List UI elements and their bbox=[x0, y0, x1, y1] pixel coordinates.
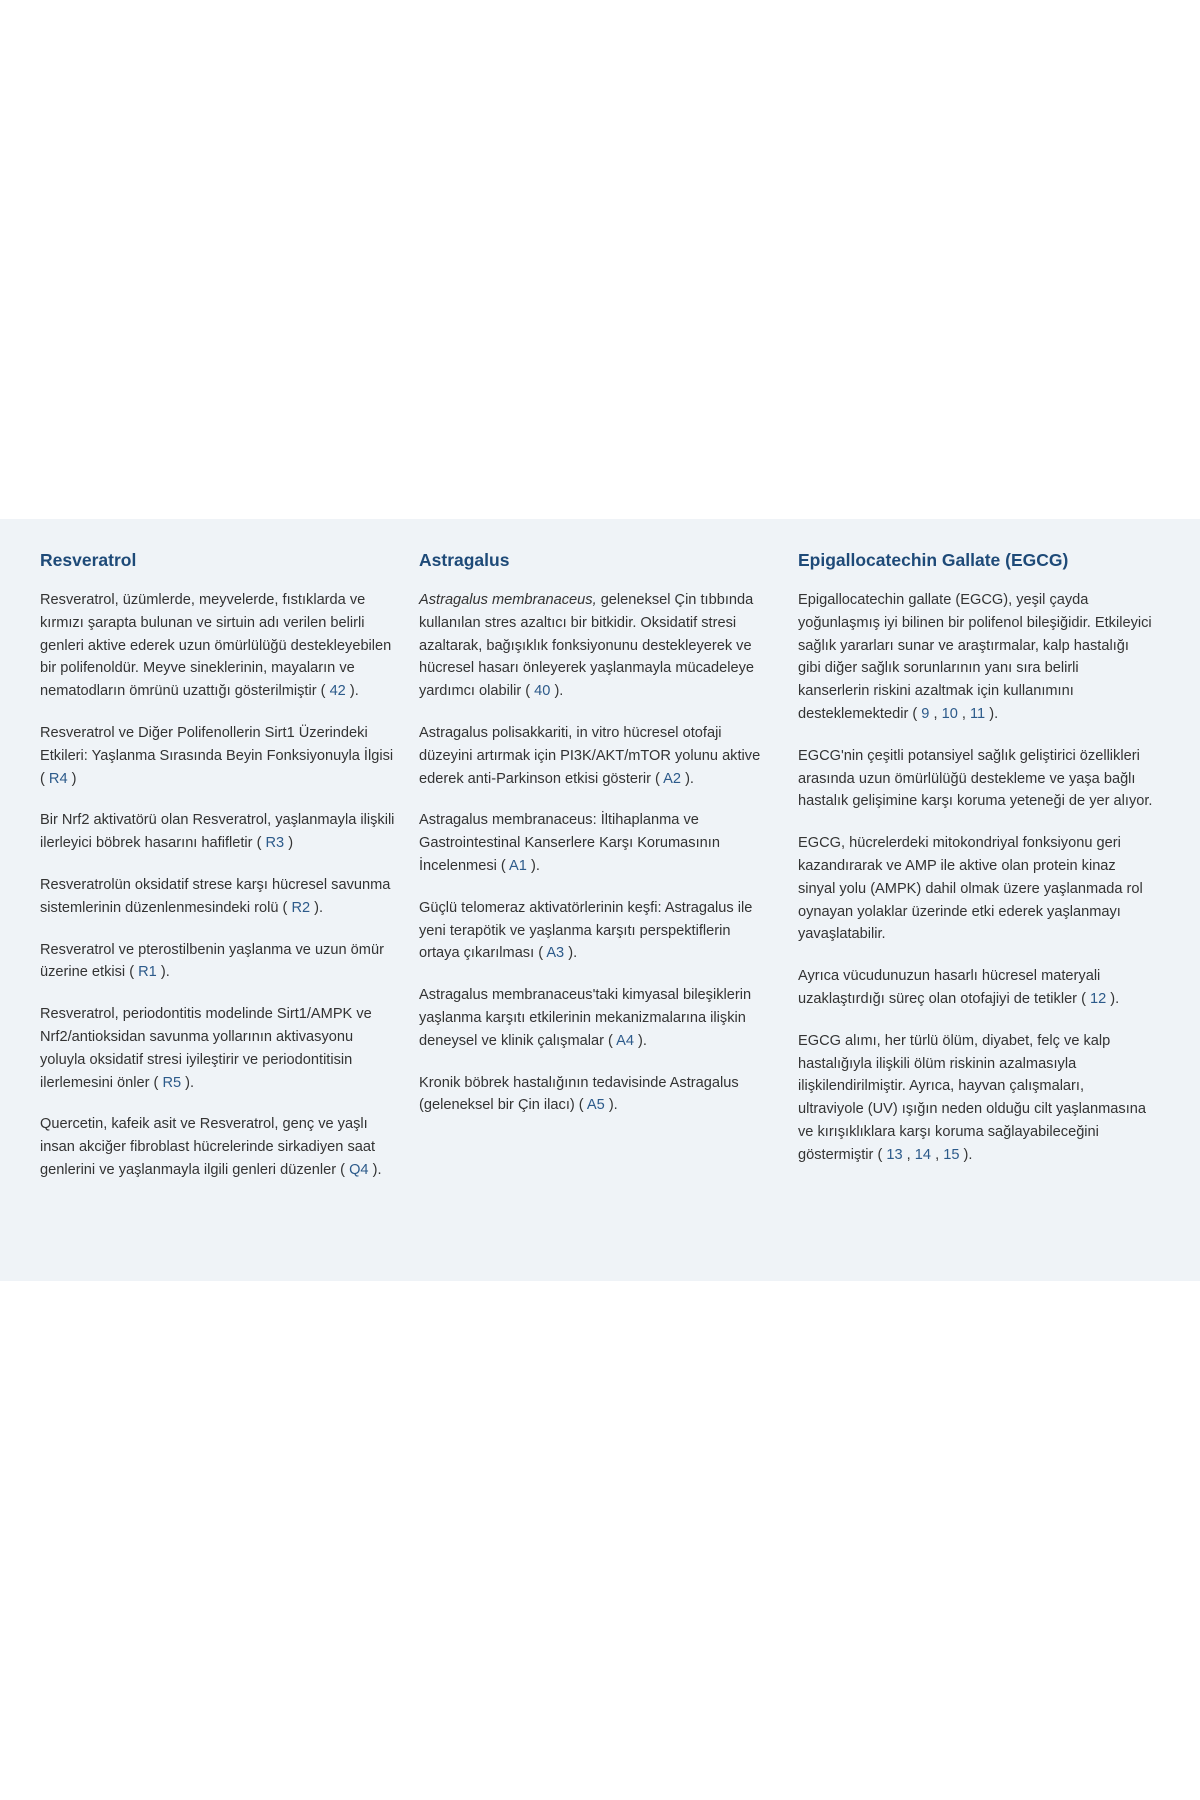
reference-link[interactable]: A1 bbox=[509, 857, 527, 874]
reference-link[interactable]: 9 bbox=[921, 705, 930, 722]
paragraph-text: ) bbox=[67, 770, 77, 787]
paragraph bbox=[40, 722, 395, 790]
column-title: Epigallocatechin Gallate (EGCG) bbox=[798, 550, 1069, 570]
reference-link[interactable]: 10 bbox=[941, 705, 958, 722]
paragraph-text: , bbox=[929, 705, 942, 722]
column-body bbox=[40, 589, 395, 1182]
column-astragalus bbox=[419, 519, 774, 1136]
reference-link[interactable]: 11 bbox=[970, 705, 986, 722]
reference-link[interactable]: A4 bbox=[616, 1032, 634, 1049]
paragraph-text: Ayrıca vücudunuzun hasarlı hücresel materyali uzaklaştırdığı süreç olan otofajiyi de tetikler ( bbox=[798, 968, 1101, 1007]
paragraph bbox=[40, 589, 395, 703]
paragraph bbox=[40, 809, 395, 855]
paragraph-text: geleneksel Çin tıbbında kullanılan stres azaltıcı bir bitkidir. Oksidatif stresi azaltarak, bağışıklık fonksiyonunu destekleyerek ve hücresel hasarı önleyerek yaşlanmayla mücadeleye yardımcı olabilir ( bbox=[419, 592, 755, 700]
reference-link[interactable]: A5 bbox=[586, 1097, 605, 1114]
paragraph bbox=[40, 939, 395, 985]
reference-link[interactable]: R1 bbox=[138, 964, 157, 981]
reference-link[interactable]: R5 bbox=[162, 1074, 182, 1091]
paragraph bbox=[419, 897, 774, 965]
paragraph-text: ) bbox=[284, 835, 294, 852]
reference-link[interactable]: 12 bbox=[1090, 990, 1107, 1007]
reference-link[interactable]: A3 bbox=[546, 945, 565, 962]
reference-link[interactable]: 42 bbox=[329, 683, 346, 700]
column-egcg bbox=[798, 519, 1153, 1186]
paragraph-text: ). bbox=[156, 964, 170, 981]
paragraph bbox=[798, 965, 1153, 1011]
paragraph-text: ). bbox=[526, 857, 540, 874]
reference-link[interactable]: 13 bbox=[886, 1146, 903, 1163]
content-panel bbox=[0, 519, 1200, 1281]
paragraph-text: Quercetin, kafeik asit ve Resveratrol, genç ve yaşlı insan akciğer fibroblast hücrelerinde sirkadiyen saat genlerini ve yaşlanmayla ilgili genleri düzenler ( bbox=[40, 1116, 376, 1178]
paragraph-text: ). bbox=[1106, 990, 1120, 1007]
paragraph-text: ). bbox=[959, 1146, 973, 1163]
paragraph bbox=[798, 832, 1153, 946]
italic-text: Astragalus membranaceus, bbox=[419, 592, 597, 608]
column-resveratrol bbox=[40, 519, 395, 1201]
paragraph-text: , bbox=[902, 1146, 915, 1163]
reference-link[interactable]: A2 bbox=[663, 770, 682, 787]
paragraph-text: Resveratrolün oksidatif strese karşı hücresel savunma sistemlerinin düzenlenmesindeki rolü ( bbox=[40, 876, 391, 916]
paragraph-text: Astragalus membranaceus'taki kimyasal bileşiklerin yaşlanma karşıtı etkilerinin mekanizmalarına ilişkin deneysel ve klinik çalışmalar ( bbox=[419, 987, 752, 1049]
paragraph-text: ). bbox=[564, 945, 578, 962]
reference-link[interactable]: Q4 bbox=[349, 1161, 369, 1178]
column-body bbox=[419, 589, 774, 1117]
paragraph-text: Resveratrol, üzümlerde, meyvelerde, fıstıklarda ve kırmızı şarapta bulunan ve sirtuin adı verilen belirli genleri aktive ederek uzun ömürlülüğü destekleyebilen bir polifenoldür. Meyve sineklerinin, mayaların ve nematodların ömrünü uzattığı gösterilmiştir ( bbox=[40, 592, 392, 700]
paragraph bbox=[419, 984, 774, 1052]
paragraph-text: EGCG alımı, her türlü ölüm, diyabet, felç ve kalp hastalığıyla ilişkili ölüm riskinin azalmasıyla ilişkilendirilmiştir. Ayrıca, hayvan çalışmaları, ultraviyole (UV) ışığın neden olduğu cilt yaşlanmasına ve kırışıklıklara karşı koruma sağlayabileceğini göstermiştir ( bbox=[798, 1032, 1146, 1163]
paragraph bbox=[419, 589, 774, 703]
paragraph-text: Güçlü telomeraz aktivatörlerinin keşfi: Astragalus ile yeni terapötik ve yaşlanma karşıtı perspektiflerin ortaya çıkarılması ( bbox=[419, 899, 753, 962]
paragraph-text: Resveratrol ve pterostilbenin yaşlanma ve uzun ömür üzerine etkisi ( bbox=[40, 941, 384, 981]
reference-link[interactable]: 40 bbox=[534, 683, 551, 700]
reference-link[interactable]: R2 bbox=[291, 899, 311, 916]
paragraph-text: ). bbox=[633, 1032, 647, 1049]
paragraph-text: Epigallocatechin gallate (EGCG), yeşil çayda yoğunlaşmış iyi bilinen bir polifenol bileşiğidir. Etkileyici sağlık yararları sunar ve araştırmalar, kalp hastalığı gibi diğer sağlık sorunlarının yanı sıra belirli kanserlerin riskini azaltmak için kullanımını desteklemektedir ( bbox=[798, 592, 1152, 722]
reference-link[interactable]: R4 bbox=[48, 770, 68, 787]
column-title: Resveratrol bbox=[40, 550, 137, 570]
paragraph-text: , bbox=[957, 705, 970, 722]
paragraph-text: Astragalus membranaceus: İltihaplanma ve Gastrointestinal Kanserlere Karşı Korumasının İncelenmesi ( bbox=[419, 812, 720, 874]
paragraph-text: ). bbox=[550, 683, 564, 700]
reference-link[interactable]: 14 bbox=[914, 1146, 932, 1163]
paragraph-text: , bbox=[931, 1146, 944, 1163]
column-title: Astragalus bbox=[419, 550, 510, 570]
reference-link[interactable]: R3 bbox=[265, 835, 285, 852]
paragraph-text: ). bbox=[345, 683, 359, 700]
paragraph bbox=[419, 809, 774, 877]
paragraph-text: Bir Nrf2 aktivatörü olan Resveratrol, yaşlanmayla ilişkili ilerleyici böbrek hasarını hafifletir ( bbox=[40, 812, 395, 852]
paragraph bbox=[40, 874, 395, 920]
paragraph-text: ). bbox=[604, 1097, 618, 1114]
paragraph-text: EGCG'nin çeşitli potansiyel sağlık geliştirici özellikleri arasında uzun ömürlülüğü destekleme ve yaşa bağlı hastalık gelişimine karşı koruma yeteneği de yer alıyor. bbox=[798, 747, 1153, 810]
paragraph-text: ). bbox=[985, 705, 999, 722]
paragraph bbox=[40, 1113, 395, 1181]
paragraph-text: EGCG, hücrelerdeki mitokondriyal fonksiyonu geri kazandırarak ve AMP ile aktive olan protein kinaz sinyal yolu (AMPK) dahil olmak üzere yaşlanmada rol oynayan yolaklar üzerinde etki ederek yaşlanmayı yavaşlatabilir. bbox=[798, 835, 1143, 943]
paragraph bbox=[419, 722, 774, 790]
paragraph-text: Kronik böbrek hastalığının tedavisinde Astragalus (geleneksel bir Çin ilacı) ( bbox=[419, 1074, 739, 1114]
reference-link[interactable]: 15 bbox=[943, 1146, 960, 1163]
paragraph-text: ). bbox=[681, 770, 694, 787]
paragraph bbox=[419, 1072, 774, 1118]
column-body bbox=[798, 589, 1153, 1167]
paragraph-text: Resveratrol, periodontitis modelinde Sirt1/AMPK ve Nrf2/antioksidan savunma yollarının aktivasyonu yoluyla oksidatif stresi iyileştirir ve periodontitisin ilerlemesini önler ( bbox=[40, 1006, 372, 1091]
paragraph-text: ). bbox=[181, 1074, 195, 1091]
paragraph-text: ). bbox=[368, 1161, 382, 1178]
paragraph bbox=[798, 589, 1153, 726]
paragraph-text: Resveratrol ve Diğer Polifenollerin Sirt1 Üzerindeki Etkileri: Yaşlanma Sırasında Beyin Fonksiyonuyla İlgisi ( bbox=[40, 724, 394, 787]
paragraph bbox=[798, 1030, 1153, 1167]
paragraph-text: ). bbox=[310, 899, 324, 916]
paragraph bbox=[40, 1003, 395, 1094]
paragraph-text: Astragalus polisakkariti, in vitro hücresel otofaji düzeyini artırmak için PI3K/AKT/mTOR yolunu aktive ederek anti-Parkinson etkisi gösterir ( bbox=[419, 724, 761, 787]
paragraph bbox=[798, 745, 1153, 813]
